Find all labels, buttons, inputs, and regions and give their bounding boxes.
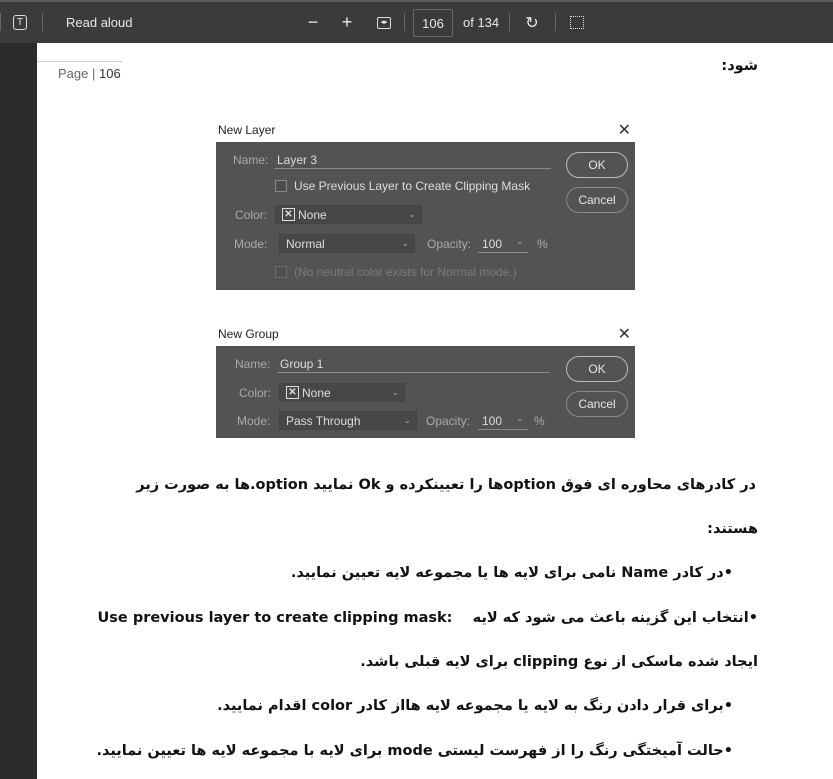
paragraph-text: در کادرهای محاوره ای فوق optionها را تعیینکرده و Ok نمایید option.ها به صورت زیر [136, 477, 756, 493]
page-number-input[interactable]: 106 [413, 9, 453, 37]
clipping-mask-checkbox[interactable] [275, 180, 287, 192]
mode-label: Mode: [234, 237, 268, 251]
page-footer-number: Page | 106 [58, 66, 121, 81]
chevron-down-icon[interactable]: ⌄ [516, 413, 524, 423]
pdf-page [37, 43, 833, 779]
neutral-color-checkbox[interactable] [275, 266, 287, 278]
close-icon[interactable]: ✕ [617, 326, 631, 343]
header-rule [37, 61, 122, 62]
zoom-out-button[interactable]: − [307, 12, 319, 32]
name-input[interactable]: Group 1 [280, 357, 324, 371]
divider [509, 13, 510, 31]
cancel-button[interactable]: Cancel [566, 187, 628, 213]
divider [0, 13, 1, 31]
percent-label: % [534, 414, 545, 428]
left-panel [0, 43, 37, 779]
mode-value: Pass Through [286, 413, 361, 428]
heading-text: شود: [721, 58, 758, 74]
pdf-toolbar [0, 0, 833, 43]
color-value: None [302, 385, 331, 400]
bullet-continuation: ایجاد شده ماسکی از نوع clipping برای لایه قبلی باشد. [360, 654, 758, 670]
close-icon[interactable]: ✕ [617, 122, 631, 139]
dialog-titlebar [216, 118, 635, 142]
opacity-input[interactable]: 100 [482, 237, 503, 251]
ok-button[interactable]: OK [566, 356, 628, 382]
name-underline [277, 372, 550, 373]
page-total: of 134 [463, 15, 500, 30]
chevron-down-icon[interactable]: ⌄ [516, 236, 524, 246]
percent-label: % [537, 237, 548, 251]
color-label: Color: [239, 386, 272, 400]
ok-button[interactable]: OK [566, 152, 628, 178]
divider [555, 13, 556, 31]
divider [42, 13, 43, 31]
new-group-dialog [216, 322, 635, 438]
rotate-icon[interactable]: ↻ [525, 14, 539, 32]
dialog-title: New Layer [218, 123, 276, 137]
color-select[interactable] [279, 383, 405, 402]
chevron-down-icon: ⌄ [401, 238, 409, 248]
name-underline [274, 168, 551, 169]
mode-label: Mode: [237, 414, 271, 428]
name-input[interactable]: Layer 3 [277, 153, 318, 167]
new-layer-dialog [216, 118, 635, 290]
chevron-down-icon: ⌄ [408, 209, 416, 219]
bullet-item: •حالت آمیختگی رنگ را از فهرست لیستی mode برای لایه با مجموعه لایه ها تعیین نمایید. [96, 743, 733, 759]
mode-value: Normal [286, 236, 325, 251]
chevron-down-icon: ⌄ [403, 415, 411, 425]
opacity-underline [478, 252, 528, 253]
mode-select[interactable] [279, 234, 415, 253]
cancel-button[interactable]: Cancel [566, 391, 628, 417]
none-color-icon: ✕ [286, 386, 299, 399]
page-label: Page [58, 66, 89, 81]
color-value: None [298, 207, 327, 222]
color-select[interactable] [275, 205, 422, 224]
bullet-item: •در کادر Name نامی برای لایه ها یا مجموعه لایه تعیین نمایید. [290, 565, 733, 581]
read-aloud-button[interactable]: Read aloud [66, 15, 133, 30]
name-label: Name: [235, 357, 271, 371]
page-view-icon[interactable] [567, 2, 587, 43]
neutral-color-label: (No neutral color exists for Normal mode.) [294, 265, 517, 279]
divider [404, 13, 405, 31]
dialog-titlebar [216, 322, 635, 346]
opacity-label: Opacity: [426, 414, 471, 428]
bullet-item [98, 610, 758, 626]
name-label: Name: [233, 153, 269, 167]
color-label: Color: [235, 208, 268, 222]
bullet-text: •انتخاب این گزینه باعث می شود که لایه [472, 610, 758, 626]
text-icon[interactable]: T [11, 2, 29, 43]
bullet-text-en: Use previous layer to create clipping mask: [97, 610, 453, 626]
opacity-label: Opacity: [427, 237, 472, 251]
bullet-item: •برای قرار دادن رنگ به لایه یا مجموعه لایه هااز کادر color اقدام نمایید. [217, 698, 733, 714]
clipping-mask-label: Use Previous Layer to Create Clipping Mask [294, 179, 531, 193]
page-number: 106 [98, 66, 121, 81]
opacity-underline [478, 429, 528, 430]
mode-select[interactable] [279, 411, 417, 430]
dialog-title: New Group [218, 327, 279, 341]
paragraph-text: هستند: [707, 521, 758, 537]
opacity-input[interactable]: 100 [482, 414, 503, 428]
none-color-icon: ✕ [282, 208, 295, 221]
chevron-down-icon: ⌄ [391, 387, 399, 397]
zoom-in-button[interactable]: + [341, 12, 353, 32]
fit-width-icon[interactable]: ◂▸ [374, 2, 394, 43]
